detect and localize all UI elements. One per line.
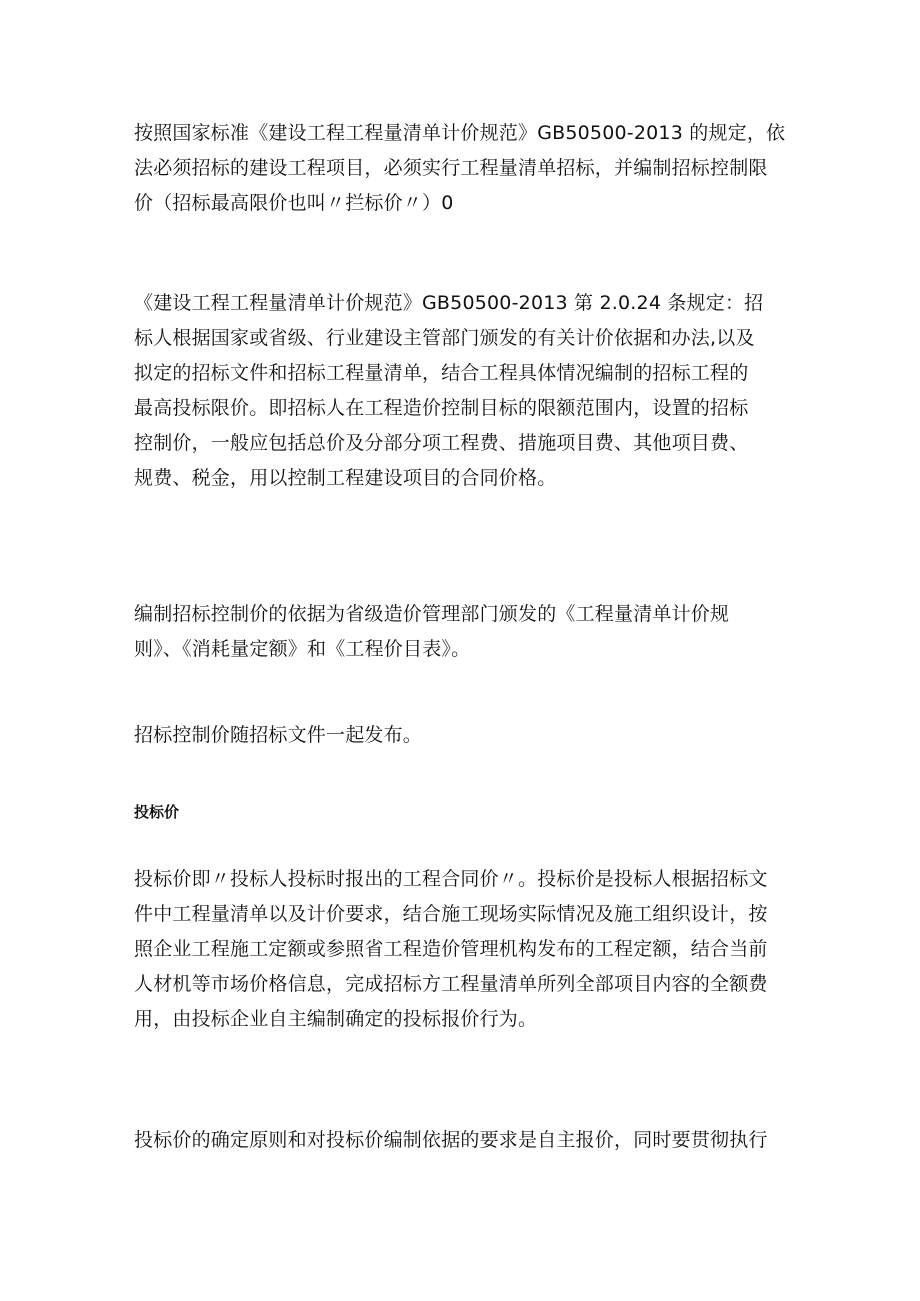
- text-line: 最高投标限价。即招标人在工程造价控制目标的限额范围内，设置的招标: [134, 397, 749, 419]
- text-line: 照企业工程施工定额或参照省工程造价管理机构发布的工程定额，结合当前: [134, 938, 768, 960]
- text-line: 《建设工程工程量清单计价规范》GB50500-2013 第 2.0.24 条规定：招: [134, 292, 764, 314]
- paragraph-release: [134, 718, 798, 753]
- paragraph-bid-principles: [134, 1123, 798, 1158]
- text-line: 法必须招标的建设工程项目，必须实行工程量清单招标，并编制招标控制限: [134, 157, 768, 179]
- paragraph-bid-price-definition: [134, 862, 798, 1037]
- paragraph-national-standard: [134, 116, 798, 221]
- text-line: 价（招标最高限价也叫〃拦标价〃）0: [134, 192, 454, 214]
- text-line: 编制招标控制价的依据为省级造价管理部门颁发的《工程量清单计价规: [134, 603, 730, 625]
- text-line: 件中工程量清单以及计价要求，结合施工现场实际情况及施工组织设计，按: [134, 903, 768, 925]
- text-line: 规费、税金，用以控制工程建设项目的合同价格。: [134, 467, 557, 489]
- text-line: 招标控制价随招标文件一起发布。: [134, 724, 423, 746]
- text-line: 按照国家标准《建设工程工程量清单计价规范》GB50500-2013 的规定，依: [134, 122, 786, 144]
- text-line: 控制价，一般应包括总价及分部分项工程费、措施项目费、其他项目费、: [134, 432, 749, 454]
- text-line: 用，由投标企业自主编制确定的投标报价行为。: [134, 1008, 538, 1030]
- paragraph-compilation-basis: [134, 597, 798, 667]
- text-line: 投标价即〃投标人投标时报出的工程合同价〃。投标价是投标人根据招标文: [134, 868, 768, 890]
- text-line: 则》、《消耗量定额》和《工程价目表》。: [134, 638, 471, 660]
- paragraph-article-2-0-24: [134, 286, 798, 496]
- text-line: 拟定的招标文件和招标工程量清单，结合工程具体情况编制的招标工程的: [134, 362, 749, 384]
- text-line: 投标价的确定原则和对投标价编制依据的要求是自主报价，同时要贯彻执行: [134, 1129, 768, 1151]
- text-line: 标人根据国家或省级、行业建设主管部门颁发的有关计价依据和办法,以及: [134, 327, 755, 349]
- section-heading: 投标价: [134, 803, 180, 821]
- text-line: 人材机等市场价格信息，完成招标方工程量清单所列全部项目内容的全额费: [134, 973, 768, 995]
